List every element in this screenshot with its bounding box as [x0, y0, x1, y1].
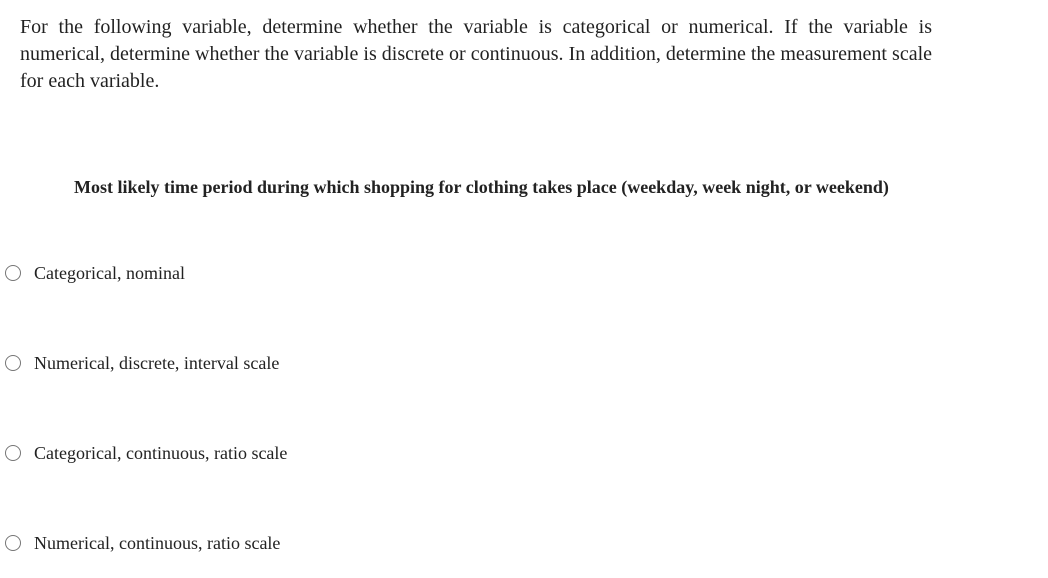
answer-option-numerical-discrete-interval[interactable] [5, 351, 279, 375]
radio-button[interactable] [5, 355, 21, 371]
radio-button[interactable] [5, 265, 21, 281]
answer-option-label: Numerical, continuous, ratio scale [34, 533, 281, 553]
radio-button[interactable] [5, 535, 21, 551]
question-text: For the following variable, determine whether the variable is categorical or numerical. If the variable is numerical, determine whether the variable is discrete or continuous. In addition, determine the measurement scale for each variable. [20, 16, 932, 92]
answer-option-categorical-continuous-ratio[interactable] [5, 441, 287, 465]
variable-description: Most likely time period during which shopping for clothing takes place (weekday, week night, or weekend) [74, 177, 889, 197]
answer-option-label: Categorical, nominal [34, 263, 185, 283]
radio-button[interactable] [5, 445, 21, 461]
answer-option-categorical-nominal[interactable] [5, 261, 185, 285]
answer-option-numerical-continuous-ratio[interactable] [5, 531, 280, 555]
answer-option-label: Numerical, discrete, interval scale [34, 353, 280, 373]
answer-option-label: Categorical, continuous, ratio scale [34, 443, 288, 463]
